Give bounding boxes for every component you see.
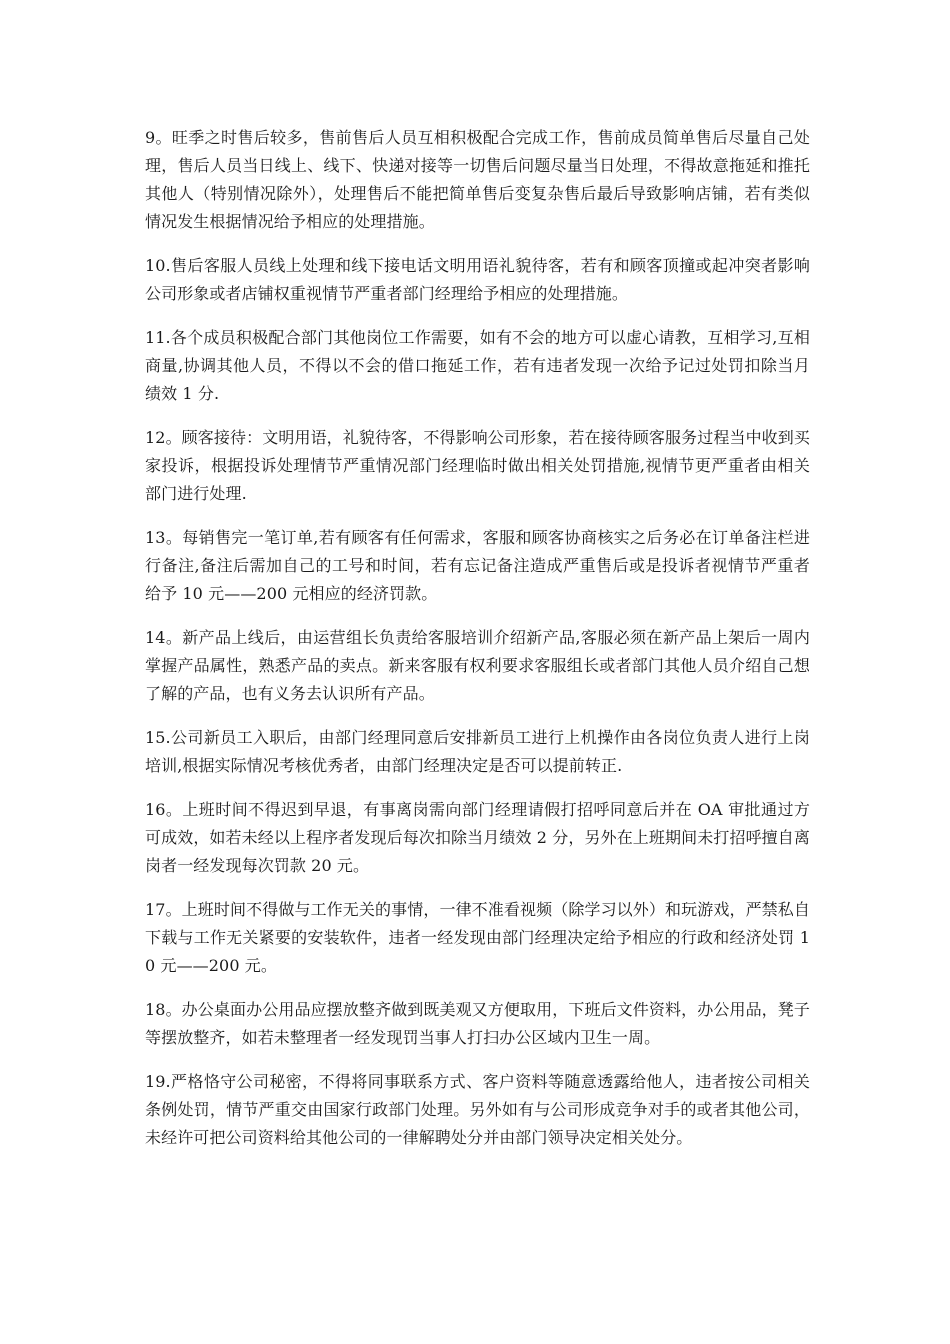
rule-paragraph-14: 14。新产品上线后，由运营组长负责给客服培训介绍新产品,客服必须在新产品上架后一周内掌握产品属性，熟悉产品的卖点。新来客服有权利要求客服组长或者部门其他人员介绍自己想了解的产品，也有义务去认识所有产品。	[145, 628, 810, 703]
rule-paragraph-16: 16。上班时间不得迟到早退，有事离岗需向部门经理请假打招呼同意后并在 OA 审批通过方可成效，如若未经以上程序者发现后每次扣除当月绩效 2 分，另外在上班期间未打招呼擅自离岗者一经发现每次罚款 20 元。	[145, 800, 810, 875]
rule-paragraph-19: 19.严格恪守公司秘密，不得将同事联系方式、客户资料等随意透露给他人，违者按公司相关条例处罚，情节严重交由国家行政部门处理。另外如有与公司形成竞争对手的或者其他公司，未经许可把公司资料给其他公司的一律解聘处分并由部门领导决定相关处分。	[145, 1072, 810, 1147]
rule-paragraph-12: 12。顾客接待：文明用语，礼貌待客，不得影响公司形象，若在接待顾客服务过程当中收到买家投诉，根据投诉处理情节严重情况部门经理临时做出相关处罚措施,视情节更严重者由相关部门进行处理.	[145, 428, 810, 503]
rule-paragraph-17: 17。上班时间不得做与工作无关的事情，一律不准看视频（除学习以外）和玩游戏，严禁私自下载与工作无关紧要的安装软件，违者一经发现由部门经理决定给予相应的行政和经济处罚 10 元——200 元。	[145, 900, 810, 975]
rule-paragraph-13: 13。每销售完一笔订单,若有顾客有任何需求，客服和顾客协商核实之后务必在订单备注栏进行备注,备注后需加自己的工号和时间，若有忘记备注造成严重售后或是投诉者视情节严重者给予 10 元——200 元相应的经济罚款。	[145, 528, 810, 603]
rule-paragraph-15: 15.公司新员工入职后，由部门经理同意后安排新员工进行上机操作由各岗位负责人进行上岗培训,根据实际情况考核优秀者，由部门经理决定是否可以提前转正.	[145, 728, 810, 775]
rule-paragraph-11: 11.各个成员积极配合部门其他岗位工作需要，如有不会的地方可以虚心请教，互相学习,互相商量,协调其他人员，不得以不会的借口拖延工作，若有违者发现一次给予记过处罚扣除当月绩效 1 分.	[145, 328, 810, 403]
rule-paragraph-18: 18。办公桌面办公用品应摆放整齐做到既美观又方便取用，下班后文件资料，办公用品，凳子等摆放整齐，如若未整理者一经发现罚当事人打扫办公区域内卫生一周。	[145, 1000, 810, 1047]
rule-paragraph-9: 9。旺季之时售后较多，售前售后人员互相积极配合完成工作，售前成员简单售后尽量自己处理，售后人员当日线上、线下、快递对接等一切售后问题尽量当日处理，不得故意拖延和推托其他人（特别情况除外），处理售后不能把简单售后变复杂售后最后导致影响店铺，若有类似情况发生根据情况给予相应的处理措施。	[145, 128, 810, 231]
document-body	[145, 124, 810, 1168]
rule-paragraph-10: 10.售后客服人员线上处理和线下接电话文明用语礼貌待客，若有和顾客顶撞或起冲突者影响公司形象或者店铺权重视情节严重者部门经理给予相应的处理措施。	[145, 256, 810, 303]
